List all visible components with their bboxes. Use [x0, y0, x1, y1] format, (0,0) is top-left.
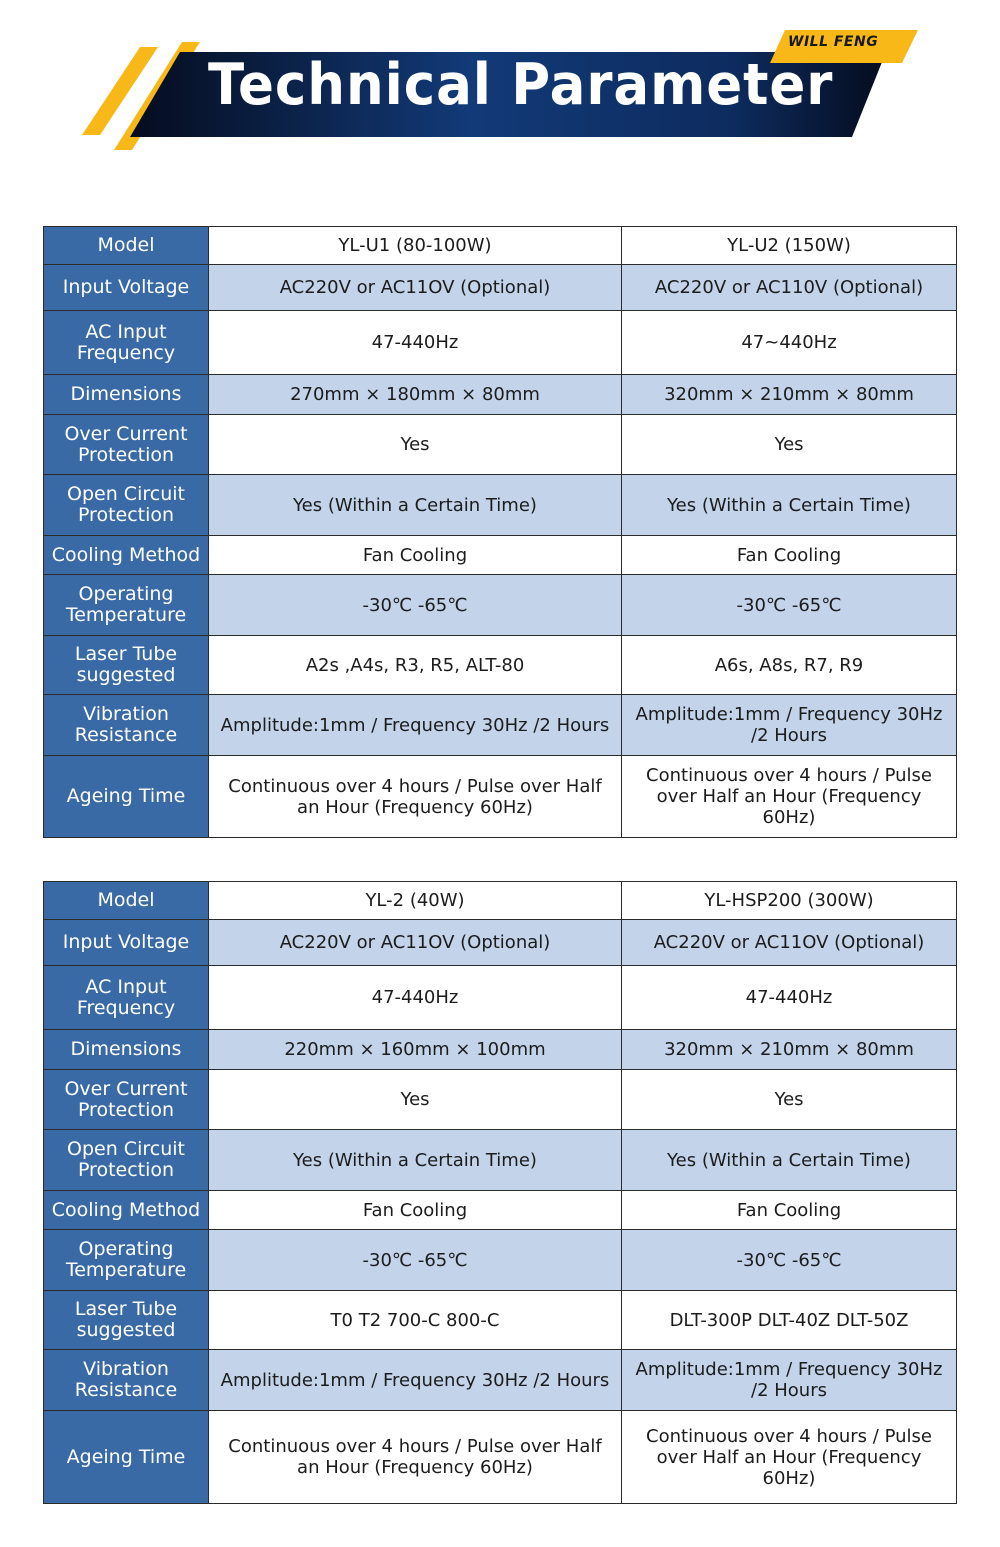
table-row-operating-temp — [44, 1230, 957, 1291]
page-title: Technical Parameter — [208, 52, 834, 118]
table-cell: Amplitude:1mm / Frequency 30Hz /2 Hours — [622, 695, 957, 756]
row-label: Laser Tube suggested — [44, 1291, 209, 1350]
table-cell: 47-440Hz — [622, 966, 957, 1030]
table-cell: Yes — [209, 415, 622, 475]
table-cell: -30℃ -65℃ — [209, 1230, 622, 1291]
table-cell: AC220V or AC110V (Optional) — [622, 265, 957, 311]
table-row-over-current — [44, 415, 957, 475]
table-cell: AC220V or AC11OV (Optional) — [209, 920, 622, 966]
table-row-cooling — [44, 536, 957, 575]
table-cell: 47-440Hz — [209, 966, 622, 1030]
table-row-operating-temp — [44, 575, 957, 636]
table-row-model — [44, 227, 957, 265]
table-row-vibration — [44, 695, 957, 756]
table-cell: DLT-300P DLT-40Z DLT-50Z — [622, 1291, 957, 1350]
table-row-over-current — [44, 1070, 957, 1130]
table-cell: Continuous over 4 hours / Pulse over Half an Hour (Frequency 60Hz) — [209, 1411, 622, 1504]
table-row-dimensions — [44, 1030, 957, 1070]
table-cell: AC220V or AC11OV (Optional) — [622, 920, 957, 966]
table-row-cooling — [44, 1191, 957, 1230]
row-label: Ageing Time — [44, 1411, 209, 1504]
table-cell: Amplitude:1mm / Frequency 30Hz /2 Hours — [209, 695, 622, 756]
table-row-ageing — [44, 756, 957, 838]
table-cell: Yes — [209, 1070, 622, 1130]
table-row-laser-tube — [44, 636, 957, 695]
table-cell: -30℃ -65℃ — [209, 575, 622, 636]
table-cell: 320mm × 210mm × 80mm — [622, 375, 957, 415]
model-a: YL-2 (40W) — [209, 882, 622, 920]
table-cell: Continuous over 4 hours / Pulse over Half an Hour (Frequency 60Hz) — [622, 756, 957, 838]
row-label: Open Circuit Protection — [44, 475, 209, 536]
row-label: Operating Temperature — [44, 575, 209, 636]
row-label: Dimensions — [44, 375, 209, 415]
table-cell: 270mm × 180mm × 80mm — [209, 375, 622, 415]
table-row-ac-frequency — [44, 966, 957, 1030]
table-cell: -30℃ -65℃ — [622, 575, 957, 636]
row-label: Ageing Time — [44, 756, 209, 838]
table-cell: Continuous over 4 hours / Pulse over Half an Hour (Frequency 60Hz) — [622, 1411, 957, 1504]
table-cell: -30℃ -65℃ — [622, 1230, 957, 1291]
table-row-model — [44, 882, 957, 920]
row-label: Over Current Protection — [44, 415, 209, 475]
row-label: Open Circuit Protection — [44, 1130, 209, 1191]
table-cell: Fan Cooling — [209, 1191, 622, 1230]
table-row-open-circuit — [44, 475, 957, 536]
table-cell: A6s, A8s, R7, R9 — [622, 636, 957, 695]
row-label: Vibration Resistance — [44, 695, 209, 756]
row-label: AC Input Frequency — [44, 966, 209, 1030]
spec-table-1 — [43, 226, 957, 838]
table-cell: T0 T2 700-C 800-C — [209, 1291, 622, 1350]
row-label: Model — [44, 882, 209, 920]
row-label: Operating Temperature — [44, 1230, 209, 1291]
table-cell: Yes (Within a Certain Time) — [622, 1130, 957, 1191]
model-b: YL-U2 (150W) — [622, 227, 957, 265]
row-label: AC Input Frequency — [44, 311, 209, 375]
table-cell: Amplitude:1mm / Frequency 30Hz /2 Hours — [622, 1350, 957, 1411]
spec-table-2 — [43, 881, 957, 1504]
row-label: Laser Tube suggested — [44, 636, 209, 695]
row-label: Input Voltage — [44, 920, 209, 966]
table-cell: Yes (Within a Certain Time) — [622, 475, 957, 536]
row-label: Input Voltage — [44, 265, 209, 311]
table-cell: 47~440Hz — [622, 311, 957, 375]
table-cell: Yes — [622, 415, 957, 475]
table-cell: Yes (Within a Certain Time) — [209, 475, 622, 536]
row-label: Over Current Protection — [44, 1070, 209, 1130]
table-row-dimensions — [44, 375, 957, 415]
table-cell: Yes — [622, 1070, 957, 1130]
table-cell: Yes (Within a Certain Time) — [209, 1130, 622, 1191]
row-label: Vibration Resistance — [44, 1350, 209, 1411]
table-row-input-voltage — [44, 265, 957, 311]
table-row-vibration — [44, 1350, 957, 1411]
table-cell: Fan Cooling — [622, 536, 957, 575]
table-cell: Continuous over 4 hours / Pulse over Half an Hour (Frequency 60Hz) — [209, 756, 622, 838]
table-cell: Amplitude:1mm / Frequency 30Hz /2 Hours — [209, 1350, 622, 1411]
table-cell: A2s ,A4s, R3, R5, ALT-80 — [209, 636, 622, 695]
table-cell: 220mm × 160mm × 100mm — [209, 1030, 622, 1070]
row-label: Cooling Method — [44, 536, 209, 575]
table-row-ageing — [44, 1411, 957, 1504]
table-cell: AC220V or AC11OV (Optional) — [209, 265, 622, 311]
model-a: YL-U1 (80-100W) — [209, 227, 622, 265]
row-label: Cooling Method — [44, 1191, 209, 1230]
table-cell: Fan Cooling — [209, 536, 622, 575]
table-cell: Fan Cooling — [622, 1191, 957, 1230]
row-label: Model — [44, 227, 209, 265]
brand-logo: WILL FENG — [788, 34, 879, 50]
table-row-open-circuit — [44, 1130, 957, 1191]
table-cell: 320mm × 210mm × 80mm — [622, 1030, 957, 1070]
header-banner — [0, 0, 1000, 170]
row-label: Dimensions — [44, 1030, 209, 1070]
model-b: YL-HSP200 (300W) — [622, 882, 957, 920]
table-cell: 47-440Hz — [209, 311, 622, 375]
table-row-ac-frequency — [44, 311, 957, 375]
table-row-laser-tube — [44, 1291, 957, 1350]
table-row-input-voltage — [44, 920, 957, 966]
